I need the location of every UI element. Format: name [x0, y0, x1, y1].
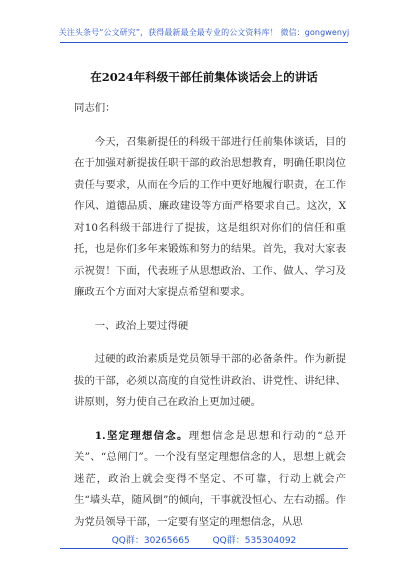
header-divider — [60, 42, 348, 43]
document-body — [74, 98, 346, 533]
greeting: 同志们： — [74, 102, 116, 114]
footer-qq-group-2: QQ群：535304092 — [212, 536, 297, 546]
intro-paragraph: 今天，召集新提任的科级干部进行任前集体谈话，目的在于加强对新提拔任职干部的政治思想教育，明确任职岗位责任与要求，从而在今后的工作中更好地履行职责，在工作作风、道德品质、廉政建设等方面严格要求自己。这次，X对10名科级干部进行了提拔，这是组织对你们的信任和重托，也是你们多年来锻炼和努力的结果。首先，我对大家表示祝贺！下面，代表班子从思想政治、工作、做人、学习及廉政五个方面对大家提点希望和要求。 — [74, 135, 346, 298]
point-lead: 1.坚定理想信念。 — [94, 429, 189, 442]
footer-contact — [0, 533, 408, 546]
footer-qq-group-1: QQ群：30265665 — [111, 536, 190, 546]
point-text: 理想信念是思想和行动的“总开关”、“总闸门”。一个没有坚定理想信念的人，思想上就会迷茫，政治上就会变得不坚定、不可靠，行动上就会产生“墙头草，随风倒”的倾向，干事就没恒心、左右动摇。作为党员领导干部，一定要有坚定的理想信念，从思 — [74, 429, 346, 528]
point-paragraph — [74, 426, 346, 534]
section-heading: 一、政治上要过得硬 — [94, 319, 189, 332]
footer-divider — [60, 548, 348, 549]
section-paragraph: 过硬的政治素质是党员领导干部的必备条件。作为新提拔的干部，必须以高度的自觉性讲政治、讲党性、讲纪律、讲原则，努力使自己在政治上更加过硬。 — [74, 353, 346, 408]
header-banner: 关注头条号“公文研究”，获得最新最全最专业的公文资料库！ 微信：gongwenyj — [58, 28, 350, 37]
document-title: 在2024年科级干部任前集体谈话会上的讲话 — [90, 70, 318, 84]
